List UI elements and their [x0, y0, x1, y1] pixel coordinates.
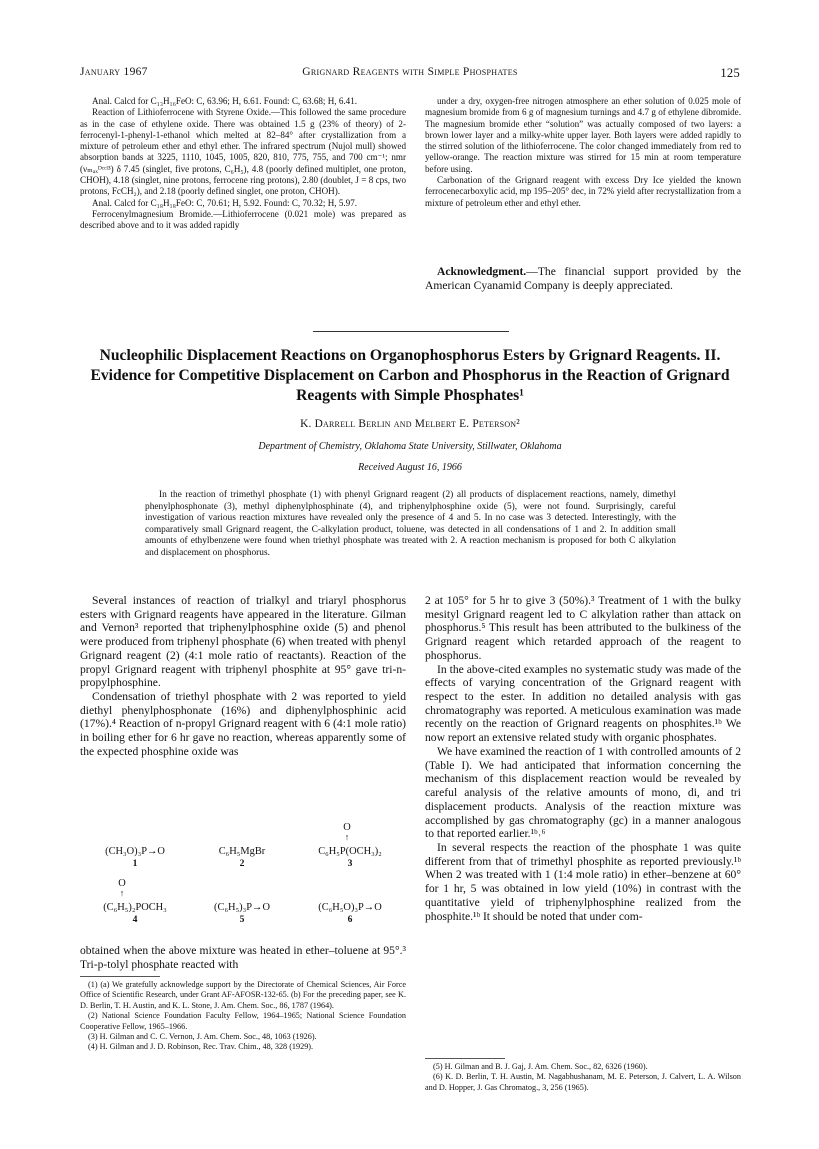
- article-affiliation: Department of Chemistry, Oklahoma State University, Stillwater, Oklahoma: [258, 441, 562, 452]
- footnote: (6) K. D. Berlin, T. H. Austin, M. Nagabhushanam, M. E. Peterson, J. Calvert, L. A. Wilson and D. Hopper, J. Gas Chromatog., 3, 256 (1965).: [425, 1072, 741, 1092]
- body-left-column: [80, 594, 406, 759]
- structure-formula: (C₆H₅)₃P→O: [214, 902, 270, 913]
- structure-number: 3: [347, 858, 353, 869]
- footnote: (1) (a) We gratefully acknowledge support by the Directorate of Chemical Sciences, Air Force Office of Scientific Research, under Grant AF-AFOSR-132-65. (b) For the preceding paper, see K. D. Berlin, T. H. Austin, and K. L. Stone, J. Am. Chem. Soc., 86, 1787 (1964).: [80, 980, 406, 1010]
- prev-article-right-column: [425, 96, 741, 209]
- paragraph: under a dry, oxygen-free nitrogen atmosphere an ether solution of 0.025 mole of magnesium bromide from 6 g of magnesium turnings and 4.7 g of ethylene dibromide. The magnesium bromide ether “solution” was actually composed of two layers: a brown lower layer and a milky-white upper layer. Both layers were added rapidly to the stirred solution of the lithioferrocene. The color changed immediately from red to yellow-orange. The reaction mixture was stirred for 15 min at room temperature before using.: [425, 96, 741, 174]
- article-title: Nucleophilic Displacement Reactions on Organophosphorus Esters by Grignard Reagents. II. Evidence for Competitive Displacement on Carbon and Phosphorus in the Reaction of Grignard Reagents with Simple Phosphates¹: [90, 347, 730, 405]
- paragraph: We have examined the reaction of 1 with controlled amounts of 2 (Table I). We had anticipated that information concerning the mechanism of this displacement reaction would be revealed by careful analysis of the relative amounts of mono, di, and tri displacement products. Analysis of the reaction mixture was accomplished by gas chromatography (gc) in a manner analogous to that reported earlier.¹ᵇ˒⁶: [425, 744, 741, 841]
- paragraph: In the above-cited examples no systematic study was made of the effects of varying concentration of the Grignard reagent with respect to the ester. In addition no detailed analysis with gas chromatography was reported. A meticulous examination was made recently on the reaction of Grignard reagents on phosphites.¹ᵇ We now report an extensive related study with organic phosphates.: [425, 662, 741, 745]
- abstract-text: In the reaction of trimethyl phosphate (1) with phenyl Grignard reagent (2) all products of displacement reactions, namely, dimethyl phenylphosphonate (3), methyl diphenylphosphinate (4), and triphenylphosphine oxide (5), were not found. Surprisingly, careful investigation of various reaction mixtures have revealed only the presence of 4 and 5. In no case was 3 detected. Interestingly, with the comparatively small Grignard reagent, the C-alkylation product, toluene, was detected in all condensations of 1 and 2. In addition small amounts of ethylbenzene were found when triethyl phosphate was treated with 2. A reaction mechanism is proposed for both C alkylation and displacement on phosphorus.: [145, 490, 676, 558]
- body-left-continued: [80, 944, 406, 971]
- footnote-divider: [425, 1058, 505, 1059]
- paragraph: Reaction of Lithioferrocene with Styrene Oxide.—This followed the same procedure as in the case of ethylene oxide. There was obtained 1.5 g (23% of theory) of 2-ferrocenyl-1-phenyl-1-ethanol which melted at 82–84° after crystallization from a mixture of petroleum ether and ethyl ether. The infrared spectrum (Nujol mull) showed absorption bands at 3225, 1110, 1045, 1005, 820, 810, 775, 755, and 700 cm⁻¹; nmr (νₘₐₓᴰᶜᶜˡ³) δ 7.45 (singlet, five protons, C₆H₅), 4.8 (poorly defined multiplet, one proton, CHOH), 4.18 (singlet, nine protons, ferrocene ring protons), 2.80 (doublet, J = 8 cps, two protons, FcCH₂), and 2.18 (poorly defined singlet, one proton, CHOH).: [80, 107, 406, 197]
- structure-number: 1: [132, 858, 138, 869]
- paragraph: Anal. Calcd for C₁₈H₁₈FeO: C, 70.61; H, 5.92. Found: C, 70.32; H, 5.97.: [92, 197, 358, 208]
- acknowledgment-heading: Acknowledgment.: [437, 265, 527, 278]
- footnote: (3) H. Gilman and C. C. Vernon, J. Am. Chem. Soc., 48, 1063 (1926).: [88, 1032, 317, 1042]
- arrow-up-icon: ↑: [119, 888, 125, 898]
- structure-3: [294, 846, 406, 869]
- paragraph: In several respects the reaction of the phosphate 1 was quite different from that of trimethyl phosphite as reported previously.¹ᵇ When 2 was treated with 1 (1:4 mole ratio) in ether–benzene at 60° for 1 hr, 5 was obtained in low yield (10%) in contrast with the quantitative yield of triphenylphosphine realized from the phosphite.¹ᵇ It should be noted that under com-: [425, 840, 741, 923]
- paragraph: Anal. Calcd for C₁₃H₁₆FeO: C, 63.96; H, 6.61. Found: C, 63.68; H, 6.41.: [92, 96, 358, 106]
- structure-6: [294, 902, 406, 925]
- structure-formula: (CH₃O)₃P→O: [105, 846, 165, 857]
- footnote-divider: [80, 976, 160, 977]
- page-number: 125: [720, 66, 740, 80]
- structure-formula: (C₆H₅)₂POCH₃: [103, 902, 167, 913]
- footnote: (5) H. Gilman and B. J. Gaj, J. Am. Chem. Soc., 82, 6326 (1960).: [433, 1062, 648, 1071]
- received-date: Received August 16, 1966: [358, 462, 462, 473]
- running-header: [80, 66, 740, 82]
- paragraph: Several instances of reaction of trialkyl and triaryl phosphorus esters with Grignard reagents have appeared in the literature. Gilman and Vernon³ reported that triphenylphosphine oxide (5) and phenol were produced from triphenyl phosphate (6) when treated with phenyl Grignard reagent (2) (4:1 mole ratio of reactants). Reaction of the propyl Grignard reagent with triphenyl phosphite at 95° gave tri-n-propylphosphine.: [80, 594, 406, 690]
- paragraph: obtained when the above mixture was heated in ether–toluene at 95°.³ Tri-p-tolyl phosphate reacted with: [80, 944, 406, 971]
- footnotes-right: [425, 1062, 741, 1093]
- oxygen-label: O: [118, 878, 126, 889]
- footnote: (4) H. Gilman and J. D. Robinson, Rec. Trav. Chim., 48, 328 (1929).: [88, 1042, 314, 1052]
- acknowledgment-text: —The financial support provided by the American Cyanamid Company is deeply appreciated.: [425, 265, 741, 292]
- structure-5: [192, 902, 292, 925]
- body-right-column: [425, 594, 741, 923]
- section-divider: [313, 331, 509, 332]
- structure-2: [192, 846, 292, 869]
- structure-number: 2: [239, 858, 245, 869]
- article-authors: K. Darrell Berlin and Melbert E. Peterson²: [300, 418, 520, 430]
- chemical-structures: [80, 822, 406, 942]
- footnote: (2) National Science Foundation Faculty Fellow, 1964–1965; National Science Foundation Cooperative Fellow, 1965–1966.: [80, 1011, 406, 1031]
- paragraph: Carbonation of the Grignard reagent with excess Dry Ice yielded the known ferrocenecarboxylic acid, mp 195–205° dec, in 72% yield after recrystallization from a mixture of petroleum ether and ethyl ether.: [425, 175, 741, 208]
- paragraph: Ferrocenylmagnesium Bromide.—Lithioferrocene (0.021 mole) was prepared as described above and to it was added rapidly: [80, 208, 406, 231]
- header-date: January 1967: [80, 66, 148, 78]
- paragraph: 2 at 105° for 5 hr to give 3 (50%).³ Treatment of 1 with the bulky mesityl Grignard reagent led to C alkylation rather than attack on phosphorus.⁵ This result has been attributed to the bulkiness of the Grignard reagent which retarded approach of the reagent to phosphorus.: [425, 594, 741, 662]
- header-title: Grignard Reagents with Simple Phosphates: [302, 66, 518, 78]
- prev-article-left-column: [80, 96, 406, 232]
- structure-number: 4: [132, 914, 138, 925]
- footnotes-left: [80, 980, 406, 1053]
- structure-1: [80, 846, 190, 869]
- arrow-up-icon: ↑: [344, 832, 350, 842]
- structure-4: [80, 902, 190, 925]
- acknowledgment: [425, 265, 741, 292]
- structure-formula: C₆H₅MgBr: [218, 846, 266, 857]
- structure-formula: C₆H₅P(OCH₃)₂: [318, 846, 382, 857]
- structure-formula: (C₆H₅O)₃P→O: [318, 902, 382, 913]
- paragraph: Condensation of triethyl phosphate with 2 was reported to yield diethyl phenylphosphonate (16%) and diphenylphosphinic acid (17%).⁴ Reaction of n-propyl Grignard reagent with 6 (4:1 mole ratio) in boiling ether for 6 hr gave no reaction, whereas apparently some of the expected phosphine oxide was: [80, 690, 406, 758]
- oxygen-label: O: [343, 822, 351, 833]
- structure-number: 5: [239, 914, 245, 925]
- structure-number: 6: [347, 914, 353, 925]
- abstract: [145, 490, 676, 560]
